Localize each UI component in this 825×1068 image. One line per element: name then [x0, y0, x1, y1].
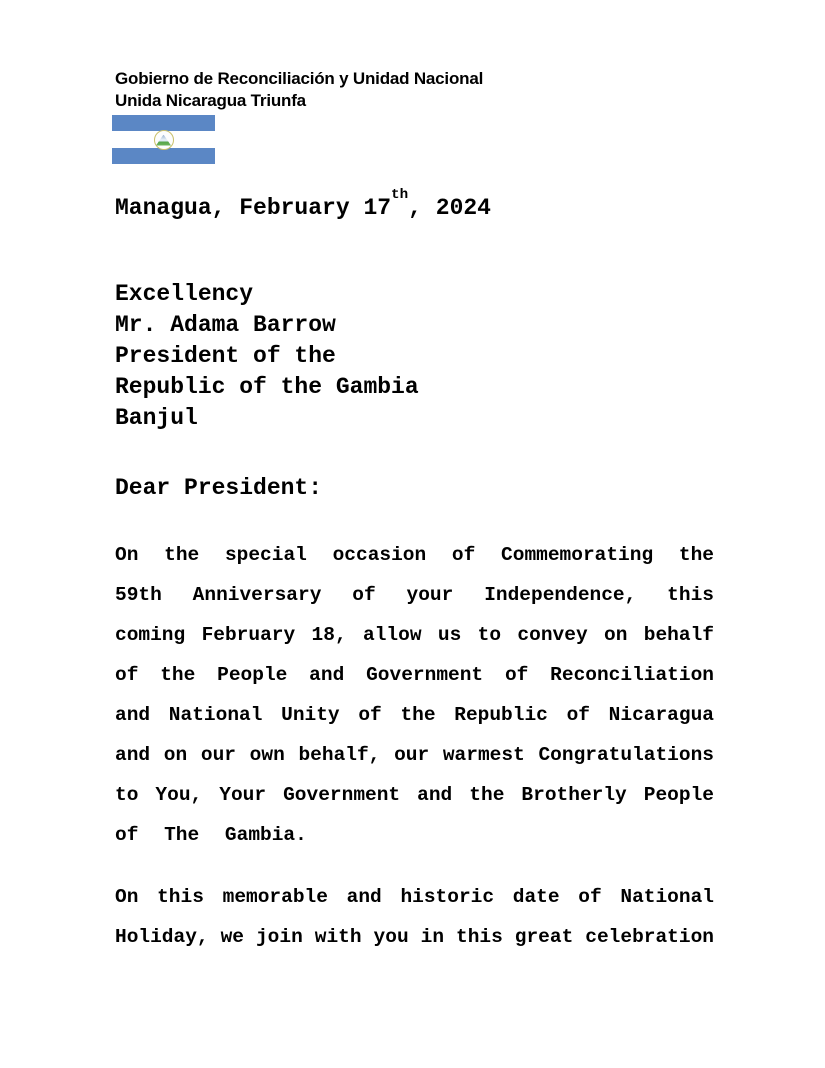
body-line: of The Gambia.: [115, 824, 307, 846]
recipient-role-line2: Republic of the Gambia: [115, 374, 419, 400]
body-paragraph-2: [115, 877, 714, 957]
body-line: of the People and Government of Reconciliation: [115, 664, 714, 686]
body-line: On the special occasion of Commemorating the: [115, 544, 714, 566]
date-line: [115, 186, 491, 224]
flag-blue-stripe-bottom: [112, 148, 215, 164]
salutation: Dear President:: [115, 475, 323, 501]
recipient-block: [115, 279, 419, 434]
body-line: 59th Anniversary of your Independence, this: [115, 584, 714, 606]
date-ordinal-superscript: th: [391, 186, 409, 203]
body-line: to You, Your Government and the Brotherly People: [115, 784, 714, 806]
recipient-title: Excellency: [115, 281, 254, 307]
body-line: On this memorable and historic date of National: [115, 886, 714, 908]
recipient-role-line1: President of the: [115, 343, 336, 369]
body-line: coming February 18, allow us to convey on behalf: [115, 624, 714, 646]
date-suffix: , 2024: [408, 195, 491, 221]
nicaragua-flag-icon: [112, 115, 215, 164]
recipient-name: Mr. Adama Barrow: [115, 312, 336, 338]
body-line: and on our own behalf, our warmest Congratulations: [115, 744, 714, 766]
body-paragraph-1: [115, 535, 714, 855]
letterhead-line-motto: Unida Nicaragua Triunfa: [115, 91, 306, 110]
body-line: and National Unity of the Republic of Nicaragua: [115, 704, 714, 726]
date-prefix: Managua, February 17: [115, 195, 392, 221]
body-line: Holiday, we join with you in this great celebration: [115, 926, 714, 948]
letterhead: [115, 68, 483, 112]
recipient-city: Banjul: [115, 405, 198, 431]
letterhead-line-government: Gobierno de Reconciliación y Unidad Nacional: [115, 69, 484, 88]
